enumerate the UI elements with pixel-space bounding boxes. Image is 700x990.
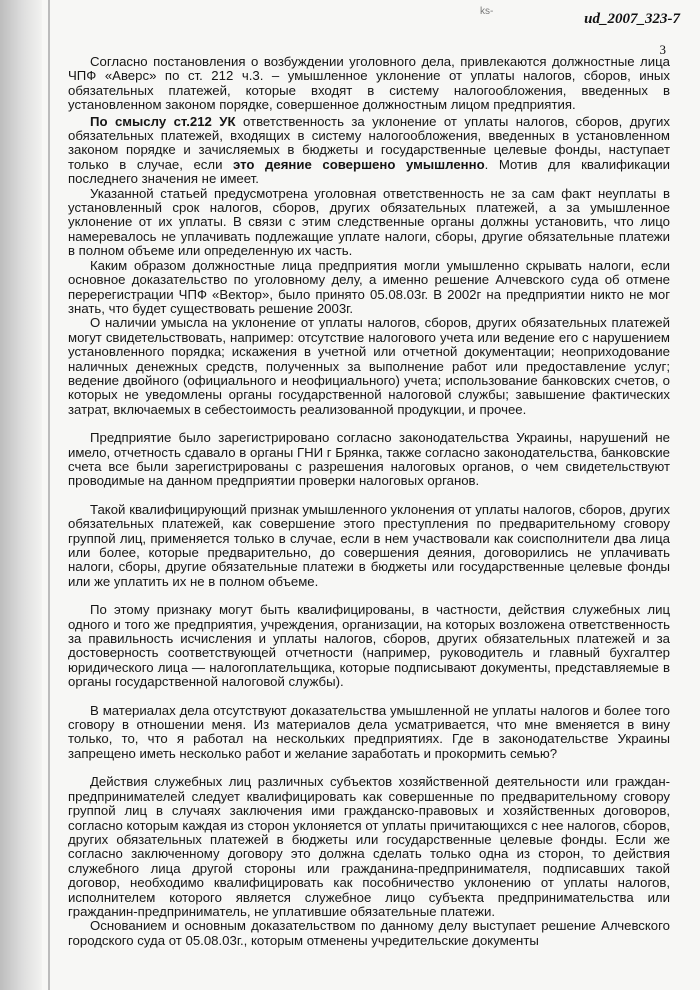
paragraph-2-bold-mid: это деяние совершено умышленно: [233, 156, 485, 172]
paragraph-11: Основанием и основным доказательством по данному делу выступает решение Алчевского городского суда от 05.08.03г., которым отменены учредительские документы: [68, 918, 670, 948]
paragraph-6: Предприятие было зарегистрировано согласно законодательства Украины, нарушений не имело, отчетность сдавало в органы ГНИ г Брянка, также согласно законодательства, банковские счета все были зарегистрированы с разрешения налоговых органов, о чем свидетельствуют проводимые на данном предприятии проверки налоговых органов.: [68, 430, 670, 489]
paragraph-1: Согласно постановления о возбуждении уголовного дела, привлекаются должностные лица ЧПФ «Аверс» по ст. 212 ч.3. – умышленное уклонение от уплаты налогов, сборов, иных обязательных платежей, которые входят в систему налогообложения, введенных в установленном законом порядке, совершенное должностным лицом предприятия.: [68, 54, 670, 113]
paragraph-4: Каким образом должностные лица предприятия могли умышленно скрывать налоги, если основное доказательство по уголовному делу, а именно решение Алчевского суда об отмене перерегистрации ЧПФ «Вектор», было принято 05.08.03г. В 2002г на предприятии никто не мог знать, что будет существовать решение 2003г.: [68, 257, 670, 316]
page-number: 3: [659, 42, 666, 57]
binding-shadow: [0, 0, 42, 990]
paragraph-2: [68, 115, 670, 187]
stamp-mark: ks-: [480, 6, 494, 17]
paragraph-8: По этому признаку могут быть квалифицированы, в частности, действия служебных лиц одного и того же предприятия, учреждения, организации, на которых возложена ответственность за правильность исчисления и уплаты налогов, сборов, других обязательных платежей и за достоверность соответствующей отчетности (например, руководитель и главный бухгалтер юридического лица — налогоплательщика, которые подписывают документы, представляемые в органы государственной налоговой службы).: [68, 602, 670, 690]
document-id: ud_2007_323-7: [584, 11, 680, 27]
paragraph-2-text-b: . Мотив для квалификации последнего значения не имеет.: [68, 156, 670, 187]
paragraph-2-bold-lead: По смыслу ст.212 УК: [90, 113, 236, 129]
page-fold-line: [48, 0, 50, 990]
document-body: [68, 55, 670, 948]
paragraph-10: Действия служебных лиц различных субъектов хозяйственной деятельности или граждан-предпринимателей следует квалифицировать как совершенные по предварительному сговору группой лиц в случаях заключения ими гражданско-правовых и хозяйственных договоров, согласно которым каждая из сторон уклоняется от уплаты причитающихся с нее налогов, сборов, других обязательных платежей в бюджеты или государственные целевые фонды. Если же согласно заключенному договору это должна сделать только одна из сторон, то действия служебного лица другой стороны или гражданина-предпринимателя, подписавших такой договор, необходимо квалифицировать как пособничество уклонению от уплаты налогов, исполнителем которого является служебное лицо субъекта предпринимательства или гражданин-предприниматель, не уплатившие обязательные платежи.: [68, 774, 670, 919]
paragraph-2-text-a: ответственность за уклонение от уплаты налогов, сборов, других обязательных платежей, входящих в систему налогообложения, введенных в установленном законом порядке и зачисляемых в бюджеты и государственные целевые фонды, наступает только в случае, если: [68, 113, 670, 172]
paragraph-5: О наличии умысла на уклонение от уплаты налогов, сборов, других обязательных платежей могут свидетельствовать, например: отсутствие налогового учета или ведение его с нарушением установленного порядка; искажения в учетной или отчетной документации; неоприходование наличных денежных средств, полученных за выполнение работ или предоставление услуг; ведение двойного (официального и неофициального) учета; использование банковских счетов, о которых не уведомлены органы государственной налоговой службы; завышение фактических затрат, включаемых в себестоимость реализованной продукции, и прочее.: [68, 315, 670, 417]
paragraph-3: Указанной статьей предусмотрена уголовная ответственность не за сам факт неуплаты в установленный срок налогов, сборов, других обязательных платежей, а за умышленное уклонение от их уплаты. В связи с этим следственные органы должны установить, что лицо намеревалось не уплачивать подлежащие уплате налоги, сборы, другие обязательные платежи в полном объеме или определенную их часть.: [68, 185, 670, 259]
paragraph-9: В материалах дела отсутствуют доказательства умышленной не уплаты налогов и более того сговору в отношении меня. Из материалов дела усматривается, что мне вменяется в вину только, то, что я работал на нескольких предприятиях. Где в законодательстве Украины запрещено иметь несколько работ и желание заработать и прокормить семью?: [68, 702, 670, 761]
paragraph-7: Такой квалифицирующий признак умышленного уклонения от уплаты налогов, сборов, других обязательных платежей, как совершение этого преступления по предварительному сговору группой лиц, применяется только в случае, если в нем участвовали как соисполнители два лица или более, которые предварительно, до совершения деяния, договорились не уплачивать налоги, сборы, другие обязательные платежи в бюджеты или государственные целевые фонды или же уплатить их не в полном объеме.: [68, 501, 670, 589]
